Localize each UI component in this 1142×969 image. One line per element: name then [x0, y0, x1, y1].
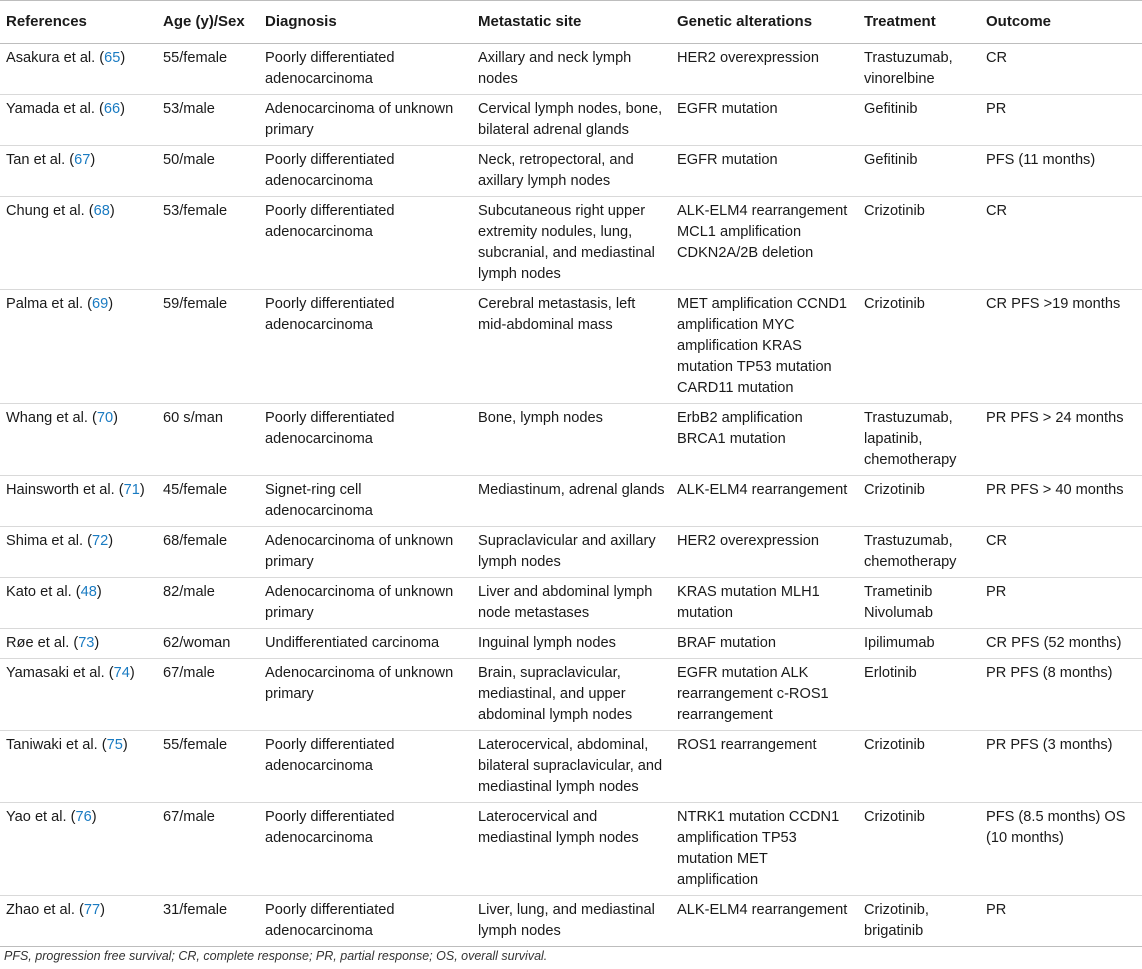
table-row: [0, 896, 1142, 947]
cell-metastatic-site: Neck, retropectoral, and axillary lymph nodes: [472, 146, 671, 197]
citation-link[interactable]: 73: [78, 635, 95, 651]
cell-genetic-alterations: EGFR mutation: [671, 146, 858, 197]
table-row: [0, 659, 1142, 731]
cell-outcome: CR: [980, 197, 1142, 290]
cell-genetic-alterations: KRAS mutation MLH1 mutation: [671, 578, 858, 629]
cell-genetic-alterations: ALK-ELM4 rearrangement MCL1 amplification CDKN2A/2B deletion: [671, 197, 858, 290]
cell-outcome: PFS (8.5 months) OS (10 months): [980, 803, 1142, 896]
cell-reference: Kato et al. (48): [0, 578, 157, 629]
citation-link[interactable]: 76: [75, 809, 92, 825]
cell-metastatic-site: Mediastinum, adrenal glands: [472, 476, 671, 527]
table-row: [0, 290, 1142, 404]
header-row: [0, 1, 1142, 44]
reference-author: Zhao et al.: [6, 902, 75, 918]
cell-reference: Asakura et al. (65): [0, 44, 157, 95]
citation-link[interactable]: 69: [91, 296, 109, 312]
cell-metastatic-site: Bone, lymph nodes: [472, 404, 671, 476]
reference-author: Shima et al.: [6, 533, 84, 549]
cell-age-sex: 67/male: [157, 659, 259, 731]
citation-link[interactable]: 68: [93, 203, 110, 219]
cell-metastatic-site: Subcutaneous right upper extremity nodules, lung, subcranial, and mediastinal lymph nodes: [472, 197, 671, 290]
cell-age-sex: 31/female: [157, 896, 259, 947]
header-outcome: Outcome: [980, 1, 1142, 44]
cell-metastatic-site: Inguinal lymph nodes: [472, 629, 671, 659]
citation-link[interactable]: 67: [74, 152, 91, 168]
citation-link[interactable]: 72: [91, 533, 109, 549]
reference-author: Tan et al.: [6, 152, 66, 168]
cell-outcome: CR PFS >19 months: [980, 290, 1142, 404]
cell-reference: Whang et al. (70): [0, 404, 157, 476]
cell-outcome: CR PFS (52 months): [980, 629, 1142, 659]
cell-diagnosis: Adenocarcinoma of unknown primary: [259, 95, 472, 146]
cell-treatment: Crizotinib: [858, 197, 980, 290]
cell-reference: Chung et al. (68): [0, 197, 157, 290]
table-row: [0, 731, 1142, 803]
cell-age-sex: 60 s/man: [157, 404, 259, 476]
header-references: References: [0, 1, 157, 44]
cell-age-sex: 53/male: [157, 95, 259, 146]
citation-link[interactable]: 66: [103, 101, 121, 117]
cell-treatment: Ipilimumab: [858, 629, 980, 659]
header-treatment: Treatment: [858, 1, 980, 44]
cell-metastatic-site: Brain, supraclavicular, mediastinal, and upper abdominal lymph nodes: [472, 659, 671, 731]
cell-genetic-alterations: NTRK1 mutation CCDN1 amplification TP53 mutation MET amplification: [671, 803, 858, 896]
cell-outcome: PR: [980, 95, 1142, 146]
cell-reference: Yamasaki et al. (74): [0, 659, 157, 731]
cell-age-sex: 50/male: [157, 146, 259, 197]
cell-outcome: PR PFS > 24 months: [980, 404, 1142, 476]
header-age-sex: Age (y)/Sex: [157, 1, 259, 44]
table-row: [0, 476, 1142, 527]
cell-outcome: PR PFS > 40 months: [980, 476, 1142, 527]
cell-age-sex: 68/female: [157, 527, 259, 578]
cell-treatment: Erlotinib: [858, 659, 980, 731]
cell-genetic-alterations: ALK-ELM4 rearrangement: [671, 476, 858, 527]
reference-author: Yao et al.: [6, 809, 67, 825]
header-genetic-alterations: Genetic alterations: [671, 1, 858, 44]
reference-author: Yamada et al.: [6, 101, 95, 117]
cell-treatment: Trametinib Nivolumab: [858, 578, 980, 629]
cell-treatment: Crizotinib: [858, 476, 980, 527]
cell-outcome: CR: [980, 527, 1142, 578]
table-footnote: PFS, progression free survival; CR, complete response; PR, partial response; OS, overall survival.: [4, 949, 548, 963]
cell-genetic-alterations: HER2 overexpression: [671, 527, 858, 578]
citation-link[interactable]: 74: [113, 665, 130, 681]
cell-genetic-alterations: ALK-ELM4 rearrangement: [671, 896, 858, 947]
cell-reference: Shima et al. (72): [0, 527, 157, 578]
cell-outcome: CR: [980, 44, 1142, 95]
reference-author: Kato et al.: [6, 584, 72, 600]
cell-metastatic-site: Liver, lung, and mediastinal lymph nodes: [472, 896, 671, 947]
cell-diagnosis: Poorly differentiated adenocarcinoma: [259, 404, 472, 476]
table-row: [0, 197, 1142, 290]
citation-link[interactable]: 77: [83, 902, 101, 918]
cell-diagnosis: Adenocarcinoma of unknown primary: [259, 578, 472, 629]
cell-genetic-alterations: ErbB2 amplification BRCA1 mutation: [671, 404, 858, 476]
cell-outcome: PR PFS (3 months): [980, 731, 1142, 803]
cell-treatment: Crizotinib, brigatinib: [858, 896, 980, 947]
cell-metastatic-site: Axillary and neck lymph nodes: [472, 44, 671, 95]
cell-reference: Hainsworth et al. (71): [0, 476, 157, 527]
cell-diagnosis: Poorly differentiated adenocarcinoma: [259, 803, 472, 896]
cell-age-sex: 62/woman: [157, 629, 259, 659]
cell-age-sex: 59/female: [157, 290, 259, 404]
table-header: [0, 1, 1142, 44]
table-row: [0, 44, 1142, 95]
cell-metastatic-site: Laterocervical and mediastinal lymph nodes: [472, 803, 671, 896]
reference-author: Yamasaki et al.: [6, 665, 105, 681]
cell-reference: Yao et al. (76): [0, 803, 157, 896]
cell-diagnosis: Undifferentiated carcinoma: [259, 629, 472, 659]
cell-reference: Palma et al. (69): [0, 290, 157, 404]
cell-reference: Røe et al. (73): [0, 629, 157, 659]
cell-outcome: PR: [980, 578, 1142, 629]
cell-treatment: Gefitinib: [858, 95, 980, 146]
reference-author: Whang et al.: [6, 410, 88, 426]
table-body: [0, 44, 1142, 947]
table-row: [0, 803, 1142, 896]
cell-diagnosis: Poorly differentiated adenocarcinoma: [259, 44, 472, 95]
table-row: [0, 578, 1142, 629]
cell-age-sex: 53/female: [157, 197, 259, 290]
citation-link[interactable]: 65: [104, 50, 121, 66]
cell-reference: Taniwaki et al. (75): [0, 731, 157, 803]
cell-genetic-alterations: HER2 overexpression: [671, 44, 858, 95]
cell-age-sex: 55/female: [157, 44, 259, 95]
reference-author: Taniwaki et al.: [6, 737, 98, 753]
table-row: [0, 404, 1142, 476]
cell-genetic-alterations: EGFR mutation ALK rearrangement c-ROS1 rearrangement: [671, 659, 858, 731]
cell-treatment: Trastuzumab, chemotherapy: [858, 527, 980, 578]
cell-diagnosis: Adenocarcinoma of unknown primary: [259, 527, 472, 578]
cell-age-sex: 55/female: [157, 731, 259, 803]
cell-reference: Tan et al. (67): [0, 146, 157, 197]
cell-genetic-alterations: ROS1 rearrangement: [671, 731, 858, 803]
cell-metastatic-site: Liver and abdominal lymph node metastases: [472, 578, 671, 629]
cell-outcome: PR PFS (8 months): [980, 659, 1142, 731]
table-row: [0, 95, 1142, 146]
cell-diagnosis: Poorly differentiated adenocarcinoma: [259, 731, 472, 803]
cell-age-sex: 45/female: [157, 476, 259, 527]
cell-genetic-alterations: MET amplification CCND1 amplification MYC amplification KRAS mutation TP53 mutation CARD11 mutation: [671, 290, 858, 404]
cell-treatment: Gefitinib: [858, 146, 980, 197]
cell-outcome: PFS (11 months): [980, 146, 1142, 197]
cell-treatment: Trastuzumab, vinorelbine: [858, 44, 980, 95]
header-diagnosis: Diagnosis: [259, 1, 472, 44]
cell-treatment: Crizotinib: [858, 803, 980, 896]
cell-metastatic-site: Supraclavicular and axillary lymph nodes: [472, 527, 671, 578]
header-metastatic-site: Metastatic site: [472, 1, 671, 44]
cell-metastatic-site: Cerebral metastasis, left mid-abdominal mass: [472, 290, 671, 404]
cell-diagnosis: Signet-ring cell adenocarcinoma: [259, 476, 472, 527]
cell-treatment: Trastuzumab, lapatinib, chemotherapy: [858, 404, 980, 476]
cell-reference: Yamada et al. (66): [0, 95, 157, 146]
citation-link[interactable]: 48: [80, 584, 97, 600]
cell-age-sex: 82/male: [157, 578, 259, 629]
table-row: [0, 527, 1142, 578]
table-row: [0, 629, 1142, 659]
reference-author: Asakura et al.: [6, 50, 96, 66]
reference-author: Chung et al.: [6, 203, 85, 219]
cell-metastatic-site: Laterocervical, abdominal, bilateral supraclavicular, and mediastinal lymph nodes: [472, 731, 671, 803]
reference-author: Palma et al.: [6, 296, 84, 312]
cell-diagnosis: Poorly differentiated adenocarcinoma: [259, 197, 472, 290]
cell-reference: Zhao et al. (77): [0, 896, 157, 947]
reference-author: Hainsworth et al.: [6, 482, 115, 498]
cell-treatment: Crizotinib: [858, 731, 980, 803]
cell-age-sex: 67/male: [157, 803, 259, 896]
cell-diagnosis: Poorly differentiated adenocarcinoma: [259, 146, 472, 197]
citation-link[interactable]: 71: [123, 482, 140, 498]
cell-metastatic-site: Cervical lymph nodes, bone, bilateral adrenal glands: [472, 95, 671, 146]
cell-genetic-alterations: EGFR mutation: [671, 95, 858, 146]
table-row: [0, 146, 1142, 197]
cell-diagnosis: Adenocarcinoma of unknown primary: [259, 659, 472, 731]
citation-link[interactable]: 70: [96, 410, 114, 426]
cell-diagnosis: Poorly differentiated adenocarcinoma: [259, 896, 472, 947]
citation-link[interactable]: 75: [106, 737, 123, 753]
cell-outcome: PR: [980, 896, 1142, 947]
cell-treatment: Crizotinib: [858, 290, 980, 404]
cell-genetic-alterations: BRAF mutation: [671, 629, 858, 659]
cell-diagnosis: Poorly differentiated adenocarcinoma: [259, 290, 472, 404]
reference-author: Røe et al.: [6, 635, 70, 651]
